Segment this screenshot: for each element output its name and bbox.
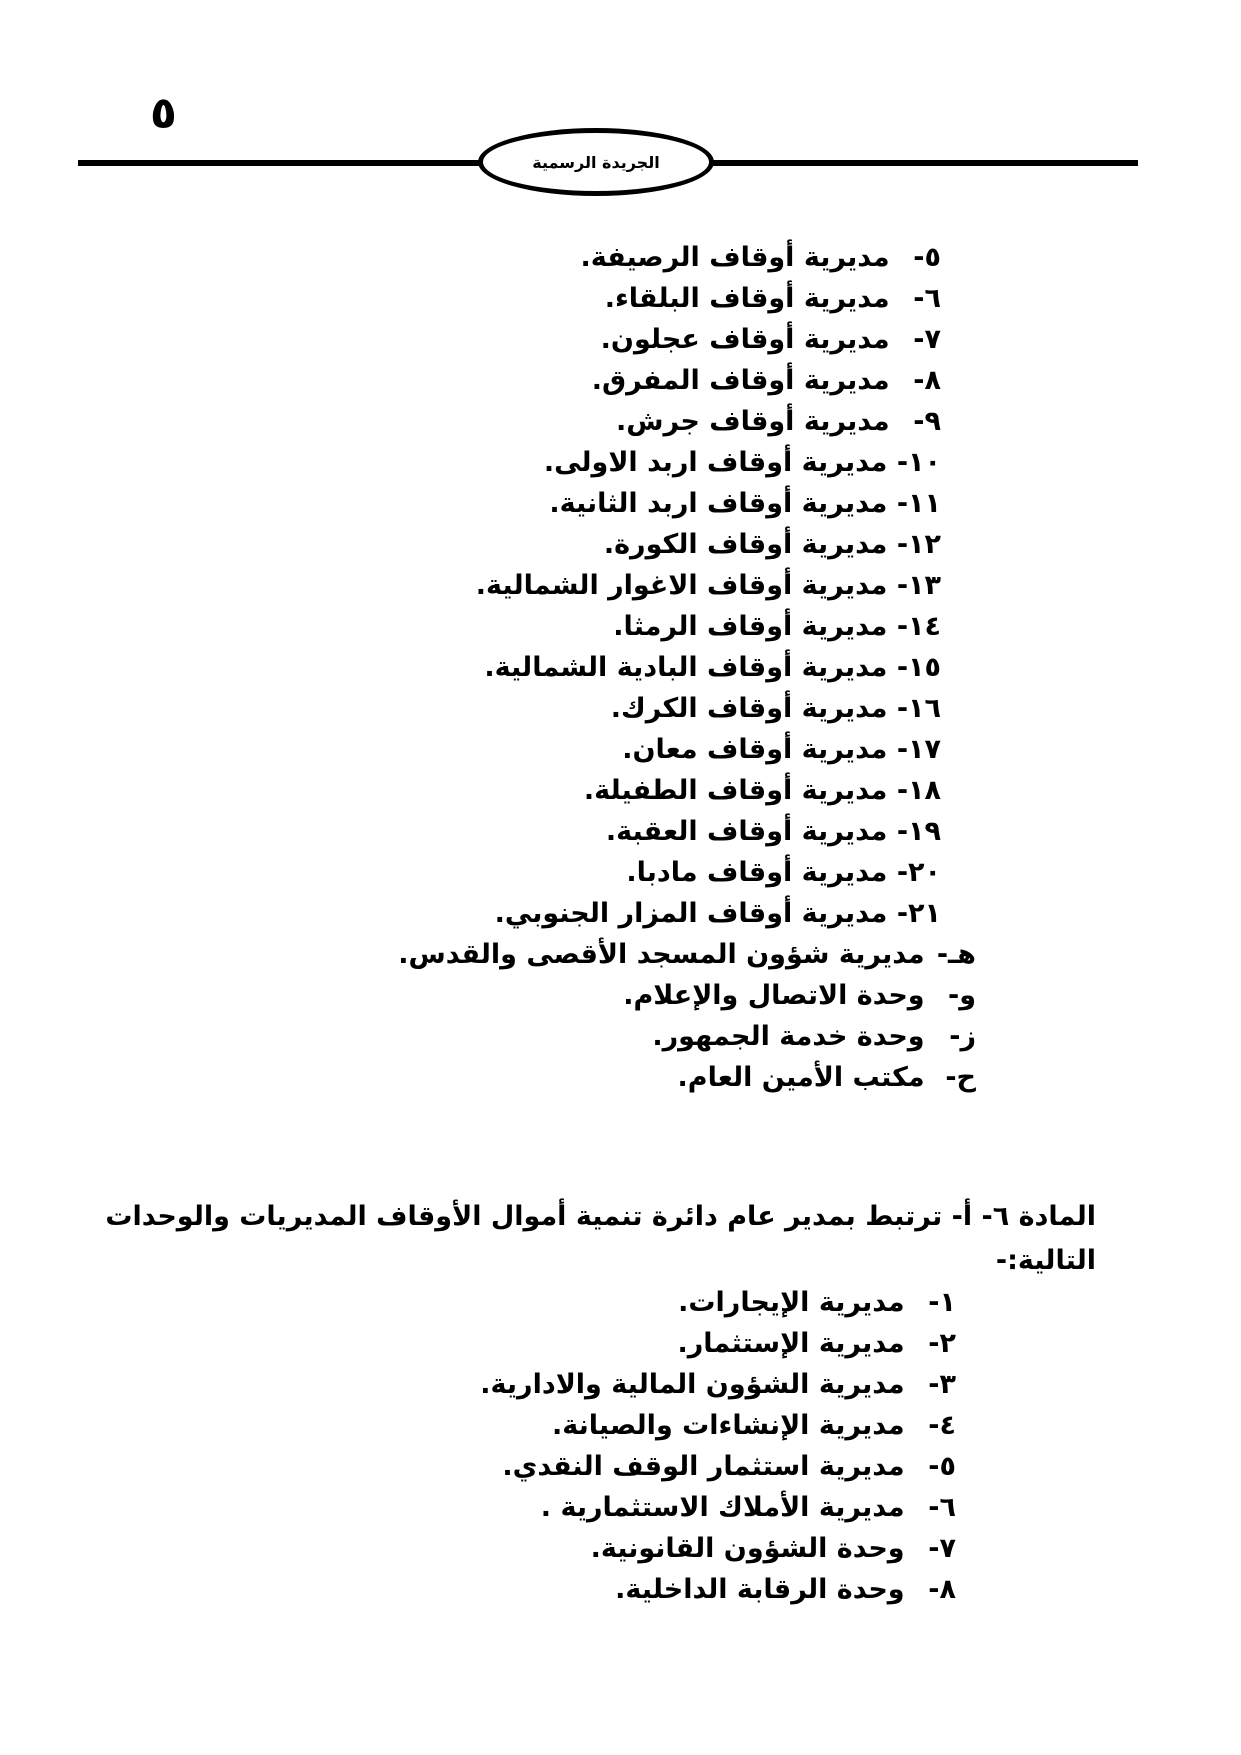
item-text: مديرية أوقاف اربد الثانية. bbox=[549, 488, 888, 519]
list-item bbox=[591, 1529, 956, 1569]
item-number: ١٩- bbox=[896, 816, 941, 847]
item-number: ١٠- bbox=[896, 447, 941, 478]
item-text: مديرية أوقاف الرمثا. bbox=[613, 611, 888, 642]
item-number: ٧- bbox=[913, 324, 941, 355]
article-6-paragraph bbox=[96, 1195, 1096, 1283]
list-item bbox=[677, 1324, 956, 1364]
list-item bbox=[613, 607, 941, 647]
item-text: مديرية أوقاف البلقاء. bbox=[604, 283, 890, 314]
item-number: ٢٠- bbox=[896, 857, 941, 888]
item-text: مديرية الإيجارات. bbox=[678, 1287, 905, 1318]
item-text: مديرية أوقاف المفرق. bbox=[591, 365, 890, 396]
item-text: مديرية أوقاف الطفيلة. bbox=[583, 775, 888, 806]
list-item bbox=[552, 1406, 956, 1446]
item-letter: هـ- bbox=[936, 939, 976, 970]
item-text: وحدة الرقابة الداخلية. bbox=[615, 1574, 905, 1605]
list-item bbox=[398, 935, 976, 975]
list-item bbox=[611, 689, 941, 729]
item-text: مديرية أوقاف المزار الجنوبي. bbox=[494, 898, 888, 929]
item-text: مكتب الأمين العام. bbox=[677, 1062, 925, 1093]
item-number: ٤- bbox=[928, 1410, 956, 1441]
item-letter: ح- bbox=[945, 1062, 976, 1093]
item-text: مديرية أوقاف الكورة. bbox=[603, 529, 888, 560]
list-item bbox=[601, 320, 941, 360]
gazette-title: الجريدة الرسمية bbox=[532, 152, 660, 172]
item-text: وحدة خدمة الجمهور. bbox=[652, 1021, 925, 1052]
list-item bbox=[605, 279, 941, 319]
item-text: مديرية أوقاف الاغوار الشمالية. bbox=[475, 570, 888, 601]
item-number: ١٧- bbox=[896, 734, 941, 765]
item-text: وحدة الاتصال والإعلام. bbox=[623, 980, 925, 1011]
item-letter: ز- bbox=[949, 1021, 976, 1052]
item-number: ٨- bbox=[913, 365, 941, 396]
list-item bbox=[484, 648, 941, 688]
list-item bbox=[626, 853, 941, 893]
page-number: ٥ bbox=[150, 88, 177, 139]
item-letter: و- bbox=[948, 980, 976, 1011]
list-item bbox=[544, 443, 941, 483]
list-item bbox=[541, 1488, 956, 1528]
item-number: ١٣- bbox=[896, 570, 941, 601]
item-number: ٦- bbox=[928, 1492, 956, 1523]
item-text: وحدة الشؤون القانونية. bbox=[590, 1533, 905, 1564]
item-number: ٢١- bbox=[896, 898, 941, 929]
item-number: ٥- bbox=[928, 1451, 956, 1482]
item-text: مديرية أوقاف العقبة. bbox=[605, 816, 888, 847]
item-number: ٢- bbox=[928, 1328, 956, 1359]
list-item bbox=[592, 361, 941, 401]
list-item bbox=[604, 525, 941, 565]
item-number: ١٦- bbox=[896, 693, 941, 724]
article-line: المادة ٦- أ- ترتبط بمدير عام دائرة تنمية أموال الأوقاف المديريات والوحدات bbox=[105, 1201, 1096, 1232]
list-item bbox=[678, 1283, 956, 1323]
item-number: ٦- bbox=[913, 283, 941, 314]
item-number: ٨- bbox=[928, 1574, 956, 1605]
item-text: مديرية أوقاف عجلون. bbox=[600, 324, 890, 355]
item-number: ١٤- bbox=[896, 611, 941, 642]
list-item bbox=[615, 1570, 956, 1610]
item-number: ١٨- bbox=[896, 775, 941, 806]
item-text: مديرية الإنشاءات والصيانة. bbox=[552, 1410, 905, 1441]
list-item bbox=[549, 484, 941, 524]
list-item bbox=[616, 402, 941, 442]
list-item bbox=[502, 1447, 956, 1487]
list-item bbox=[623, 976, 976, 1016]
item-text: مديرية أوقاف البادية الشمالية. bbox=[484, 652, 888, 683]
list-item bbox=[678, 1058, 976, 1098]
list-item bbox=[480, 1365, 956, 1405]
item-number: ١- bbox=[928, 1287, 956, 1318]
item-text: مديرية استثمار الوقف النقدي. bbox=[502, 1451, 905, 1482]
item-number: ١٥- bbox=[896, 652, 941, 683]
item-number: ٧- bbox=[928, 1533, 956, 1564]
item-text: مديرية الأملاك الاستثمارية . bbox=[540, 1492, 905, 1523]
list-item bbox=[580, 238, 941, 278]
item-text: مديرية أوقاف معان. bbox=[622, 734, 888, 765]
list-item bbox=[622, 730, 941, 770]
item-text: مديرية أوقاف الرصيفة. bbox=[580, 242, 890, 273]
list-item bbox=[652, 1017, 976, 1057]
item-text: مديرية أوقاف الكرك. bbox=[610, 693, 888, 724]
item-number: ٩- bbox=[913, 406, 941, 437]
article-line: التالية:- bbox=[995, 1245, 1096, 1276]
item-text: مديرية أوقاف جرش. bbox=[616, 406, 890, 437]
list-item bbox=[606, 812, 941, 852]
item-text: مديرية الشؤون المالية والادارية. bbox=[480, 1369, 905, 1400]
gazette-title-oval bbox=[478, 128, 714, 196]
item-number: ١٢- bbox=[896, 529, 941, 560]
list-item bbox=[495, 894, 941, 934]
list-item bbox=[476, 566, 941, 606]
item-number: ١١- bbox=[896, 488, 941, 519]
item-text: مديرية أوقاف مادبا. bbox=[626, 857, 888, 888]
item-number: ٣- bbox=[928, 1369, 956, 1400]
list-item bbox=[584, 771, 941, 811]
item-text: مديرية شؤون المسجد الأقصى والقدس. bbox=[398, 939, 925, 970]
item-number: ٥- bbox=[913, 242, 941, 273]
item-text: مديرية الإستثمار. bbox=[677, 1328, 905, 1359]
item-text: مديرية أوقاف اربد الاولى. bbox=[543, 447, 888, 478]
